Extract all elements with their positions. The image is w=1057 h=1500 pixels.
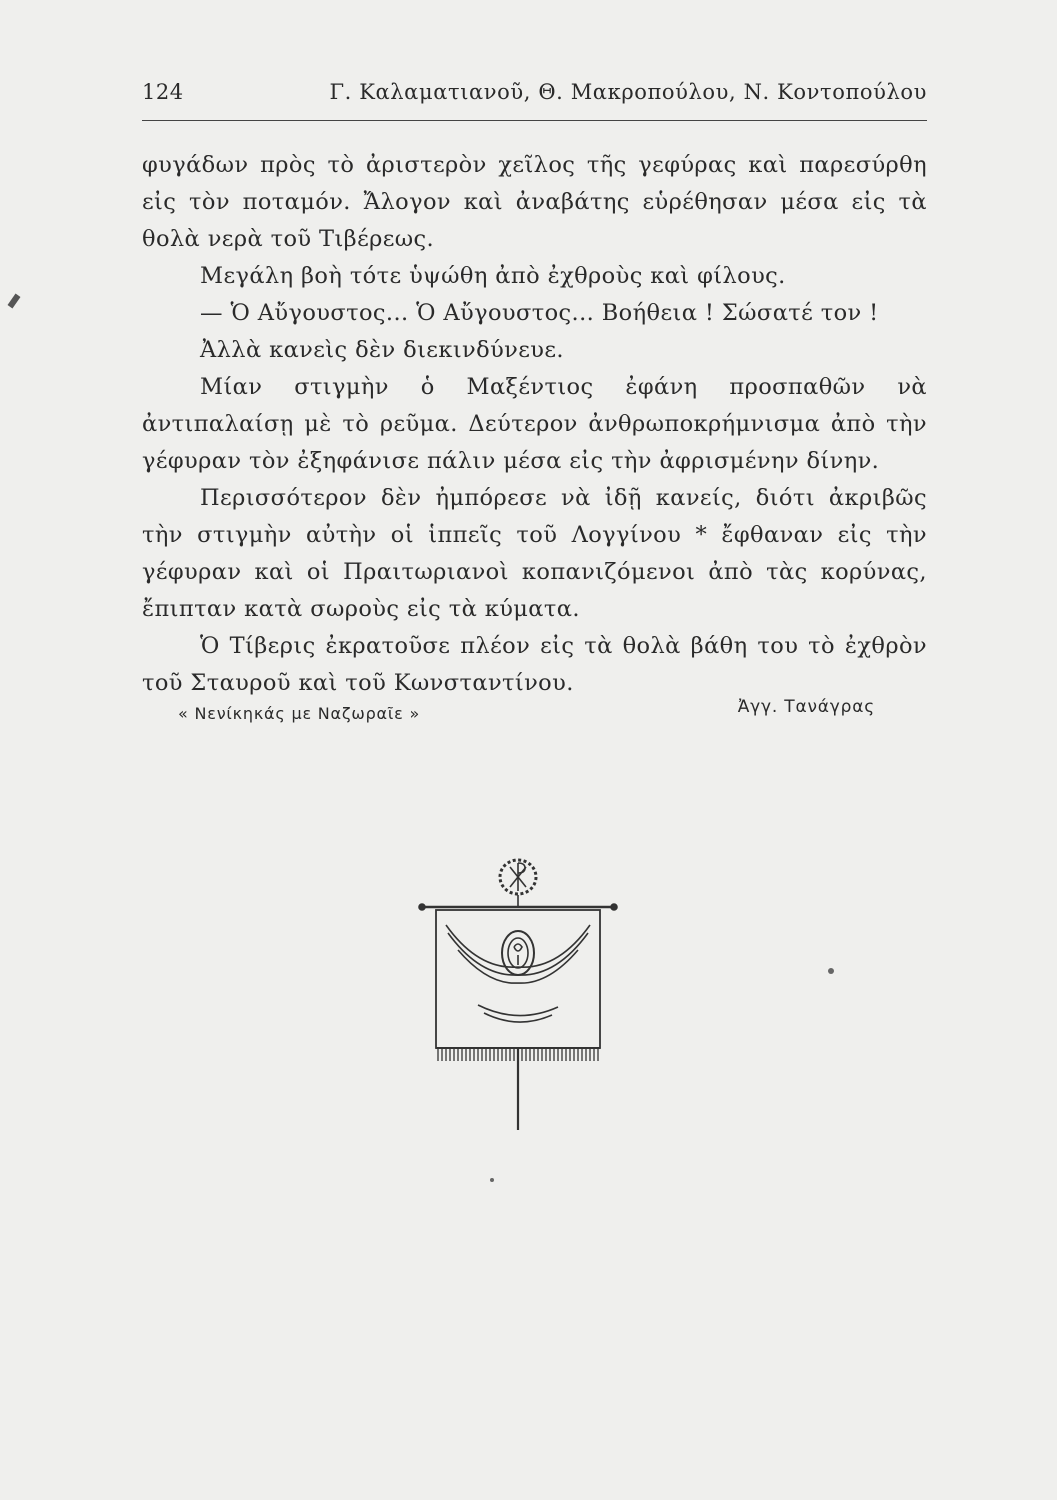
header-rule [142,120,927,121]
ink-speck [490,1178,494,1182]
running-head: Γ. Καλαματιανοῦ, Θ. Μακροπούλου, Ν. Κοντοπούλου [329,80,927,104]
paragraph-6: Περισσότερον δὲν ἠμπόρεσε νὰ ἰδῇ κανείς, διότι ἀκριβῶς τὴν στιγμὴν αὐτὴν οἱ ἱππεῖς τοῦ Λογγίνου * ἔφθαναν εἰς τὴν γέφυραν καὶ οἱ Πραιτωριανοὶ κοπανιζόμενοι ἀπὸ τὰς κορύνας, ἔπιπταν κατὰ σωροὺς εἰς τὰ κύματα. [142,485,927,622]
paragraph-2: Μεγάλη βοὴ τότε ὑψώθη ἀπὸ ἐχθροὺς καὶ φίλους. [200,263,786,289]
paragraph-7: Ὁ Τίβερις ἐκρατοῦσε πλέον εἰς τὰ θολὰ βάθη του τὸ ἐχθρὸν τοῦ Σταυροῦ καὶ τοῦ Κωνσταντίνου. [142,633,927,696]
paragraph-4: Ἀλλὰ κανεὶς δὲν διεκινδύνευε. [200,337,564,363]
labarum-banner-illustration [418,855,618,1135]
author-signature: Ἀγγ. Τανάγρας [737,697,875,717]
ink-speck [828,968,834,974]
page-number: 124 [142,80,184,104]
paragraph-3: — Ὁ Αὔγουστος... Ὁ Αὔγουστος... Βοήθεια ! Σώσατέ τον ! [200,300,879,326]
paragraph-5: Μίαν στιγμὴν ὁ Μαξέντιος ἐφάνη προσπαθῶν νὰ ἀντιπαλαίσῃ μὲ τὸ ρεῦμα. Δεύτερον ἀνθρωποκρήμνισμα ἀπὸ τὴν γέφυραν τὸν ἐξηφάνισε πάλιν μέσα εἰς τὴν ἀφρισμένην δίνην. [142,374,927,474]
body-text [142,147,927,702]
source-title: « Νενίκηκάς με Ναζωραῖε » [178,704,421,723]
margin-mark [8,294,21,309]
paragraph-1: φυγάδων πρὸς τὸ ἀριστερὸν χεῖλος τῆς γεφύρας καὶ παρεσύρθη εἰς τὸν ποταμόν. Ἄλογον καὶ ἀναβάτης εὑρέθησαν μέσα εἰς τὰ θολὰ νερὰ τοῦ Τιβέρεως. [142,152,927,252]
